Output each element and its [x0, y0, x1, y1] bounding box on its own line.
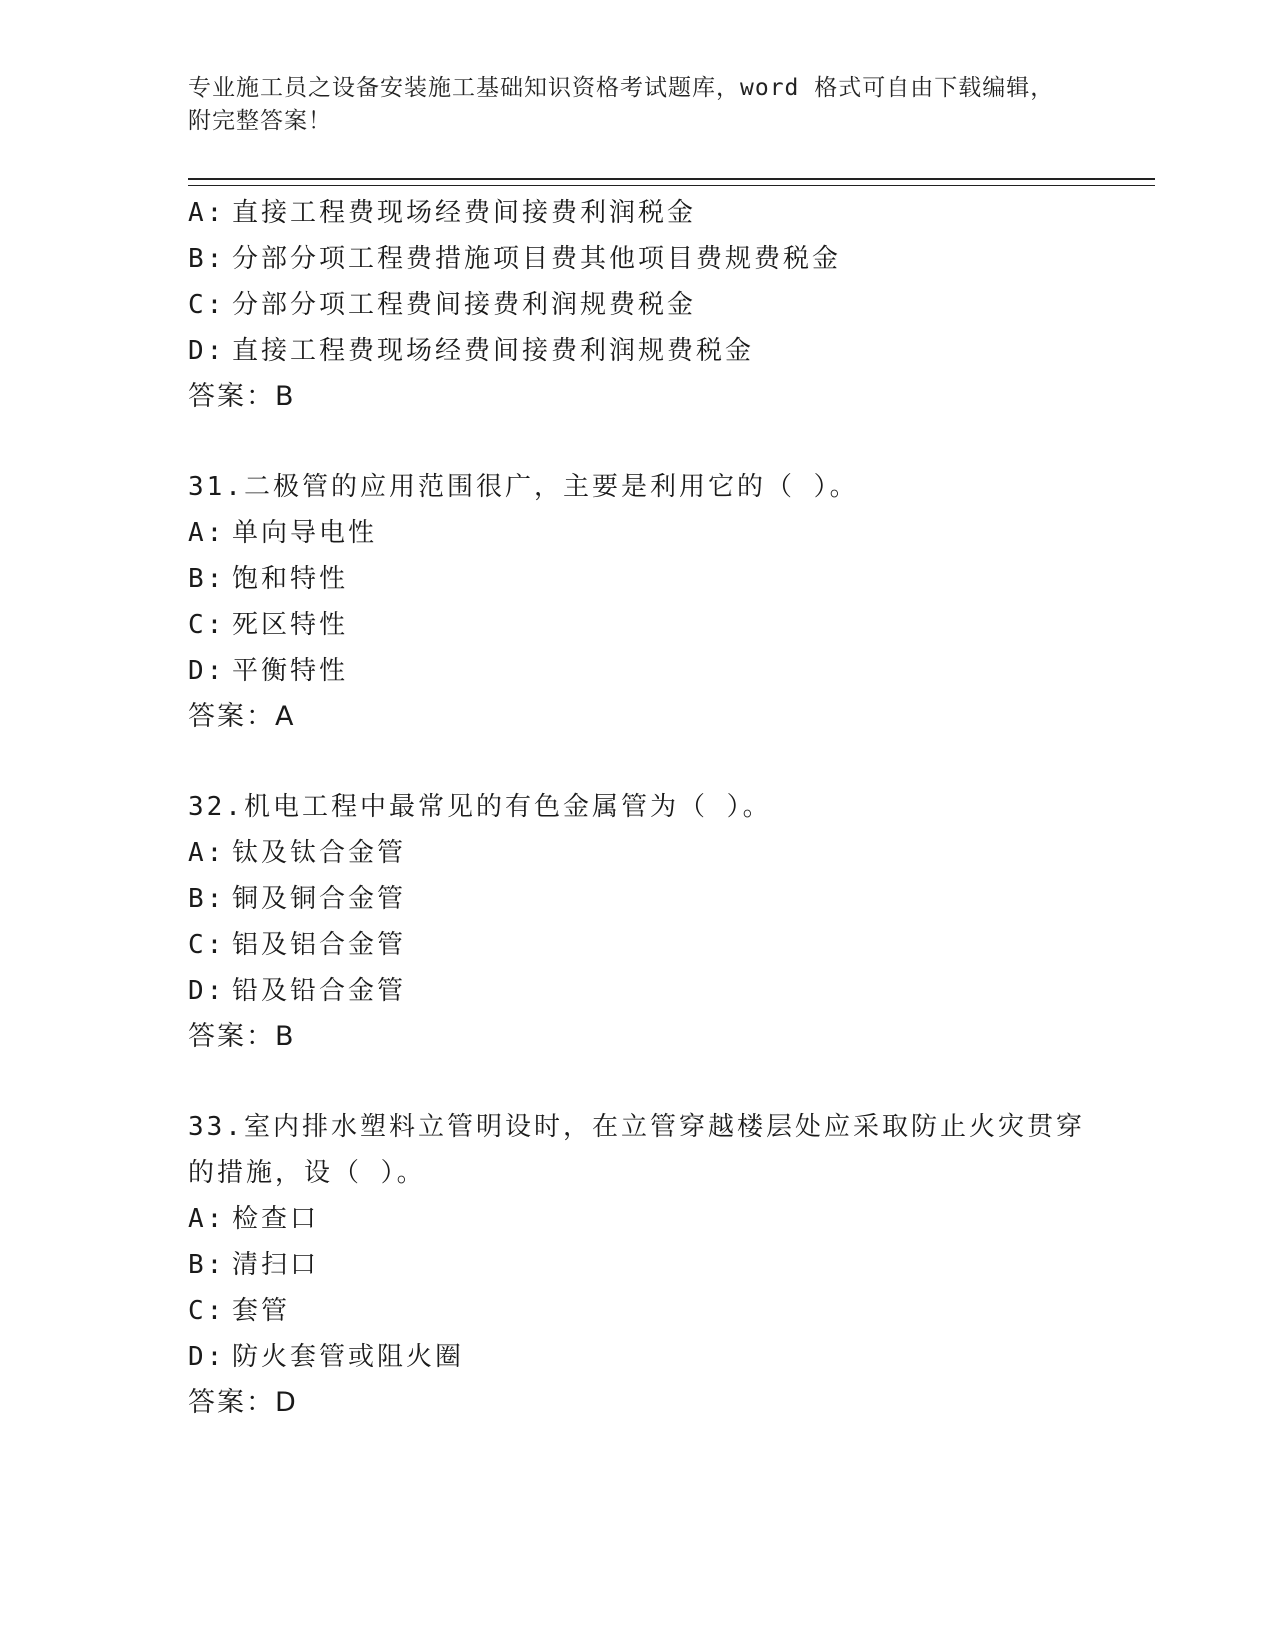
option-text: 防火套管或阻火圈: [232, 1342, 465, 1372]
option-label: A:: [188, 198, 226, 228]
option-text: 清扫口: [232, 1250, 320, 1280]
option-text: 单向导电性: [232, 518, 378, 548]
option-d: [188, 968, 1088, 1014]
option-label: A:: [188, 518, 226, 548]
question-31: [188, 464, 1088, 740]
option-b: [188, 556, 1088, 602]
question-30: [188, 190, 1088, 420]
option-d: [188, 1334, 1088, 1380]
option-a: [188, 510, 1088, 556]
option-b: [188, 236, 1088, 282]
option-text: 直接工程费现场经费间接费利润规费税金: [232, 336, 755, 366]
option-label: D:: [188, 336, 226, 366]
option-text: 平衡特性: [232, 656, 349, 686]
option-label: C:: [188, 930, 226, 960]
option-text: 铅及铅合金管: [232, 976, 407, 1006]
answer: 答案：D: [188, 1387, 298, 1418]
option-text: 分部分项工程费措施项目费其他项目费规费税金: [232, 244, 842, 274]
option-text: 检查口: [232, 1204, 320, 1234]
answer: 答案：B: [188, 1021, 296, 1052]
option-label: B:: [188, 884, 226, 914]
option-text: 套管: [232, 1296, 291, 1326]
option-text: 钛及钛合金管: [232, 838, 407, 868]
option-label: A:: [188, 1204, 226, 1234]
document-header: [188, 72, 1088, 138]
option-d: [188, 648, 1088, 694]
option-label: C:: [188, 1296, 226, 1326]
header-line-1: 专业施工员之设备安装施工基础知识资格考试题库，word 格式可自由下载编辑，: [188, 75, 1055, 101]
option-label: D:: [188, 656, 226, 686]
option-c: [188, 922, 1088, 968]
question-stem: 31.二极管的应用范围很广，主要是利用它的（ ）。: [188, 472, 859, 502]
document-body: [188, 190, 1088, 1426]
option-text: 铝及铝合金管: [232, 930, 407, 960]
question-32: [188, 784, 1088, 1060]
option-label: B:: [188, 564, 226, 594]
option-a: [188, 190, 1088, 236]
option-label: D:: [188, 1342, 226, 1372]
question-stem-line-1: 33.室内排水塑料立管明设时，在立管穿越楼层处应采取防止火灾贯穿: [188, 1112, 1085, 1142]
option-text: 死区特性: [232, 610, 349, 640]
option-label: C:: [188, 610, 226, 640]
option-label: B:: [188, 244, 226, 274]
option-a: [188, 830, 1088, 876]
option-c: [188, 602, 1088, 648]
answer: 答案：A: [188, 701, 296, 732]
question-stem-line-2: 的措施，设（ ）。: [188, 1158, 426, 1188]
question-33: [188, 1104, 1088, 1426]
option-text: 铜及铜合金管: [232, 884, 407, 914]
option-c: [188, 1288, 1088, 1334]
option-text: 分部分项工程费间接费利润规费税金: [232, 290, 697, 320]
option-label: C:: [188, 290, 226, 320]
option-label: A:: [188, 838, 226, 868]
option-d: [188, 328, 1088, 374]
question-stem: 32.机电工程中最常见的有色金属管为（ ）。: [188, 792, 772, 822]
option-text: 直接工程费现场经费间接费利润税金: [232, 198, 697, 228]
option-b: [188, 876, 1088, 922]
answer: 答案：B: [188, 381, 296, 412]
option-label: D:: [188, 976, 226, 1006]
header-divider: [188, 178, 1155, 186]
option-text: 饱和特性: [232, 564, 349, 594]
header-line-2: 附完整答案！: [188, 108, 332, 134]
option-a: [188, 1196, 1088, 1242]
option-c: [188, 282, 1088, 328]
option-b: [188, 1242, 1088, 1288]
option-label: B:: [188, 1250, 226, 1280]
